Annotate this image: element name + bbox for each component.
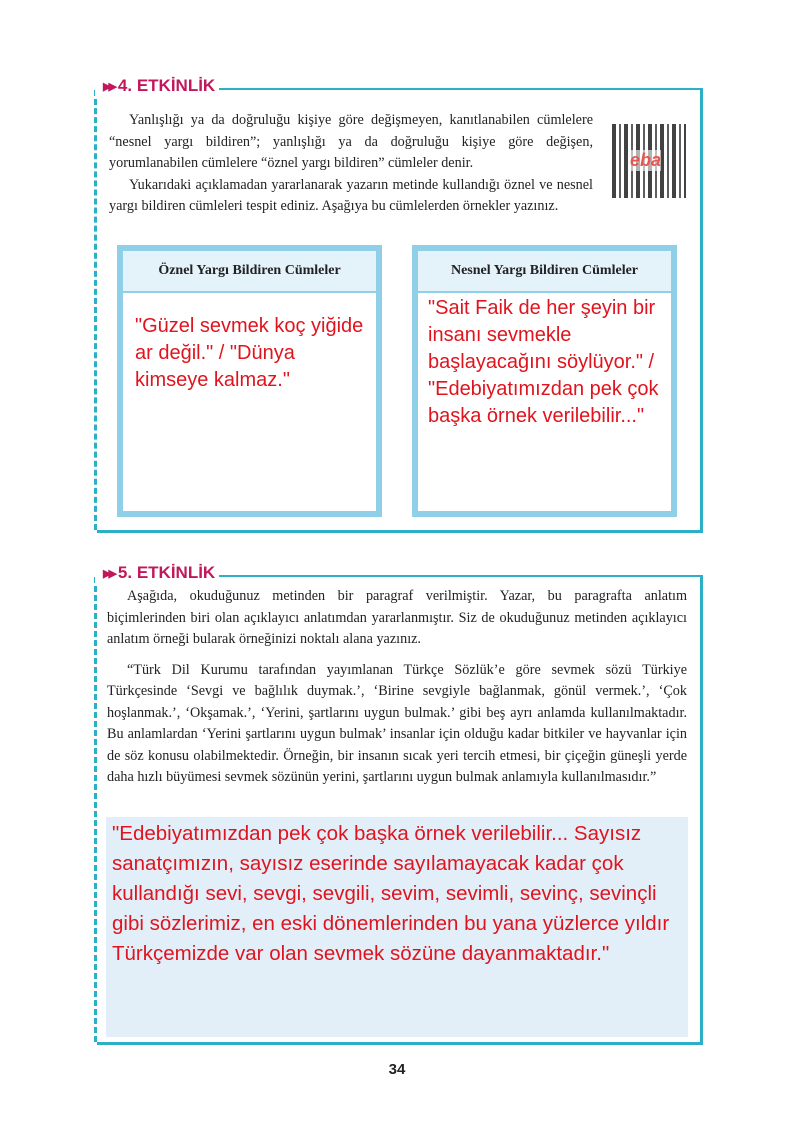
qr-code[interactable]: [612, 124, 686, 198]
activity-4: [97, 76, 703, 533]
activity-5-title: [95, 563, 219, 583]
subjective-sentences-box: [117, 245, 382, 517]
activity-4-title: [95, 76, 219, 96]
double-arrow-icon: ▶▶: [103, 80, 114, 93]
objective-sentences-box: [412, 245, 677, 517]
instruction-paragraph-2: Yukarıdaki açıklamadan yararlanarak yazarın metinde kullandığı öznel ve nesnel yargı bildiren cümleleri tespit ediniz. Aşağıya bu cümlelerden örnekler yazınız.: [109, 176, 593, 214]
page-number: 34: [388, 1061, 406, 1078]
answer-text[interactable]: "Güzel sevmek koç yiğide ar değil." / "Dünya kimseye kalmaz.": [135, 315, 364, 391]
activity-5: [97, 563, 703, 1045]
double-arrow-icon: ▶▶: [103, 567, 114, 580]
quoted-paragraph: “Türk Dil Kurumu tarafından yayımlanan Türkçe Sözlük’e göre sevmek sözü Türkiye Türkçesinde ‘Sevgi ve bağlılık duymak.’, ‘Birine sevgiyle bağlanmak, gönül vermek.’, ‘Çok hoşlanmak.’, ‘Okşamak.’, ‘Yerini, şartlarını uygun bulmak.’ gibi beş ayrı anlamda kullanılmaktadır. Bu anlamlardan ‘Yerini şartlarını uygun bulmak’ insanlar için olduğu kadar bitkiler ve hayvanlar için de söz konusu olabilmektedir. Örneğin, bir insanın sıcak yeri tercih etmesi, bir çiçeğin güneşli yerde daha hızlı büyümesi sevmek sözünün yerini, şartlarını uygun bulmak anlamıyla kullanılmasıdır.”: [107, 661, 687, 785]
answer-area[interactable]: [106, 817, 688, 1037]
box-header: Nesnel Yargı Bildiren Cümleler: [418, 251, 671, 293]
dashed-border: [94, 577, 97, 1042]
instruction-paragraph: Aşağıda, okuduğunuz metinden bir paragraf verilmiştir. Yazar, bu paragrafta anlatım biçimlerinden biri olan açıklayıcı anlatımdan yararlanmıştır. Siz de okuduğunuz metinden açıklayıcı anlatım örneği bularak örneğinizi noktalı alana yazınız.: [107, 588, 687, 647]
eba-logo: eba: [630, 150, 662, 170]
dashed-border: [94, 90, 97, 530]
answer-text: "Edebiyatımızdan pek çok başka örnek verilebilir... Sayısız sanatçımızın, sayısız eserinde sayılamayacak kadar çok kullandığı sevi, sevgi, sevgili, sevim, sevimli, sevinç, sevinçli gibi sözlerimiz, en eski dönemlerinden bu yana yüzlerce yıldır Türkçemizde var olan sevmek sözüne dayanmaktadır.": [112, 822, 670, 965]
answer-text[interactable]: "Sait Faik de her şeyin bir insanı sevmekle başlayacağını söylüyor." / "Edebiyatımızdan pek çok başka örnek verilebilir...": [428, 297, 659, 427]
title-text: 4. ETKİNLİK: [117, 76, 216, 95]
title-text: 5. ETKİNLİK: [117, 563, 216, 582]
box-header: Öznel Yargı Bildiren Cümleler: [123, 251, 376, 293]
instruction-paragraph-1: Yanlışlığı ya da doğruluğu kişiye göre değişmeyen, kanıtlanabilen cümlelere “nesnel yargı bildiren”; yanlışlığı ya da doğruluğu kişiye göre değişen, yorumlanabilen cümlelere “öznel yargı bildiren” cümleler denir.: [109, 112, 593, 171]
